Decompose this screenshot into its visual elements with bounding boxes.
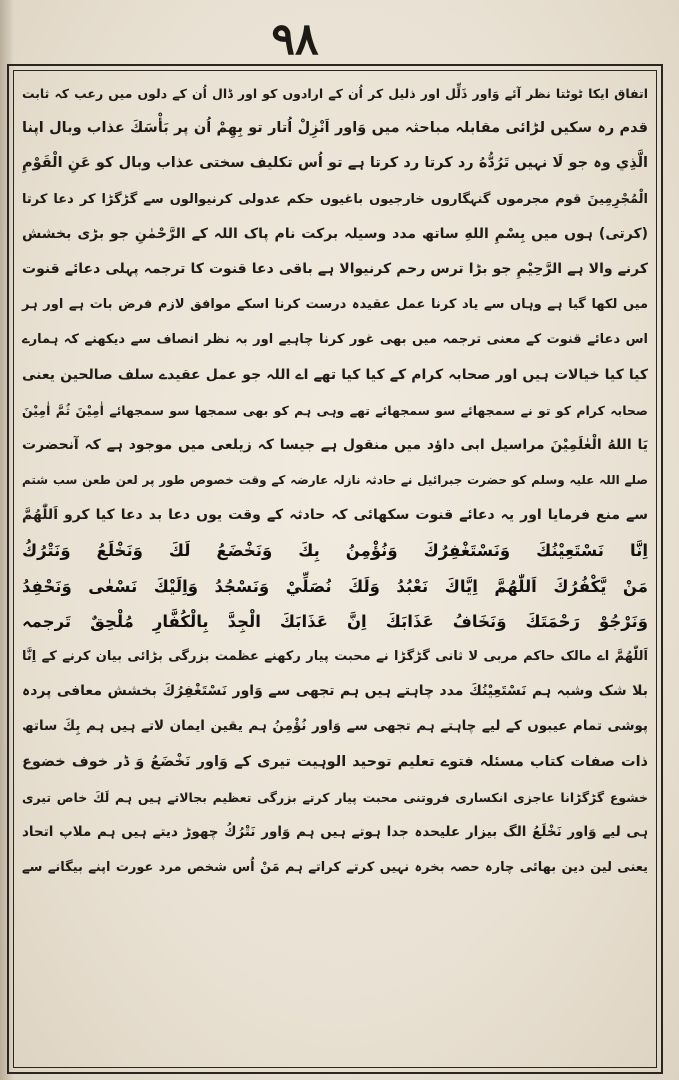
- page-number: ۹۸: [271, 14, 319, 65]
- text-line: کرنے والا ہے الرَّحِيْمِ جو بڑا ترس رحم کرنیوالا ہے باقی دعا قنوت کا ترجمہ پہلی دعائے قنوت: [22, 260, 648, 277]
- text-line: کیا کیا خیالات ہیں اور صحابہ کرام کے کیا کیا تھے اے اللہ جو عمل عقیدے سلف صالحین یعنی: [22, 366, 648, 383]
- arabic-prayer-line: مَنْ يَّكْفُرُكَ اَللّٰهُمَّ اِيَّاكَ نَعْبُدُ وَلَكَ نُصَلِّيْ وَنَسْجُدُ وَاِلَيْكَ نَسْعٰى وَنَحْفِدُ: [22, 576, 648, 596]
- text-line: صحابہ کرام کو تو نے سمجھائے سو سمجھائے تھے وہی ہم کو بھی سمجھا سو سمجھائے اٰمِیْنَ ثُمَّ اٰمِیْنَ: [22, 402, 648, 418]
- text-line: اتفاق ایکا ٹوٹتا نظر آئے وَاور ذَلِّل اور ذلیل کر اُن کے ارادوں کو اور ڈال اُن کے دلوں میں رعب کہ ثابت: [22, 86, 648, 101]
- text-line: اس دعائے قنوت کے معنی ترجمہ میں بھی غور کرنا چاہیے اور بہ نظر انصاف سے دیکھنے کہ ہمارے: [22, 332, 648, 348]
- text-line: خشوع گڑگڑانا عاجزی انکساری فروتنی محبت پیار کرتے بزرگی تعظیم بجالاتے ہیں ہم لَكَ خاص تیری: [22, 789, 648, 805]
- text-line: قدم رہ سکیں لڑائی مقابلہ مباحثہ میں وَاور اَنْزِلْ اُتار تو بِهِمْ اُن پر بَأْسَكَ عذاب وبال اپنا: [22, 120, 648, 137]
- text-line: سے منع فرمایا اور یہ دعائے قنوت سکھائی کہ حادثہ کے وقت یوں دعا بد دعا کیا کرو اَللّٰهُمَّ: [22, 507, 648, 524]
- text-line: ہی لیے وَاور نَخْلَعُ الگ بیزار علیحدہ جدا ہوتے ہیں ہم وَاور نَتْرُكُ چھوڑ دیتے ہیں ہم ملاپ اتحاد: [22, 823, 648, 840]
- arabic-prayer-line: وَنَرْجُوْ رَحْمَتَكَ وَنَخَافُ عَذَابَكَ اِنَّ عَذَابَكَ الْجِدَّ بِالْكُفَّارِ مُلْحِقٌ تَرجمہ: [22, 611, 648, 631]
- text-line: الَّذِي وہ جو لَا نہیں تَرُدُّهُ رد کرتا رد کرتا ہے تو اُس تکلیف سختی عذاب وبال کو عَنِ الْقَوْمِ: [22, 155, 648, 172]
- text-line: اَللّٰهُمَّ اے مالک حاکم مربی لا ثانی گڑگڑا نے محبت پیار رکھنے عظمت بزرگی بڑائی بیان کرنے کے اِنَّا: [22, 649, 648, 664]
- text-line: الْمُجْرِمِينَ قوم مجرموں گنہگاروں خارجیوں باغیوں حکم عدولی کرنیوالوں سے گڑگڑا کر دعا کرتا: [22, 191, 648, 207]
- text-line: میں لکھا گیا ہے وہاں سے یاد کرنا عمل عقیدہ درست کرنا اسکے موافق لازم فرض بات ہے اور ہر: [22, 297, 648, 313]
- text-line: صلے اللہ علیہ وسلم کو حضرت جبرائیل نے حادثہ نازلہ عارضہ کے وقت خصوص طور پر لعن طعن سب شتم: [22, 473, 648, 488]
- text-line: بلا شک وشبہ ہم نَسْتَعِيْنُكَ مدد چاہتے ہیں ہم تجھی سے وَاور نَسْتَغْفِرُكَ بخشش معافی پردہ: [22, 683, 648, 700]
- text-body: [18, 76, 652, 1066]
- text-line: (کرتی) ہوں میں بِسْمِ اللهِ ساتھ مدد وسیلہ برکت نام پاک اللہ کے الرَّحْمٰنِ جو بڑی بخشش: [22, 225, 648, 242]
- text-line: پوشی تمام عیبوں کے لیے چاہتے ہم تجھی سے وَاور نُؤْمِنُ ہم یقین ایمان لاتے ہیں ہم بِكَ ساتھ: [22, 718, 648, 735]
- arabic-prayer-line: اِنَّا نَسْتَعِيْنُكَ وَنَسْتَغْفِرُكَ وَنُؤْمِنُ بِكَ وَنَخْضَعُ لَكَ وَنَخْلَعُ وَنَتْرُكُ: [22, 541, 648, 561]
- text-line: ذات صفات کتاب مسئلہ فتوے تعلیم توحید الوہیت تیری کے وَاور نَخْضَعُ وَ ڈر خوف خضوع: [22, 753, 648, 770]
- text-line: یَا اللهُ الْعٰلَمِیْنَ مراسیل ابی داؤد میں منقول ہے جیسا کہ زیلعی میں موجود ہے کہ آنحضرت: [22, 436, 648, 453]
- text-line: یعنی لین دین بھائی چارہ حصہ بخرہ نہیں کرتے کراتے ہم مَنْ اُس شخص مرد عورت اپنے بیگانے سے: [22, 860, 648, 876]
